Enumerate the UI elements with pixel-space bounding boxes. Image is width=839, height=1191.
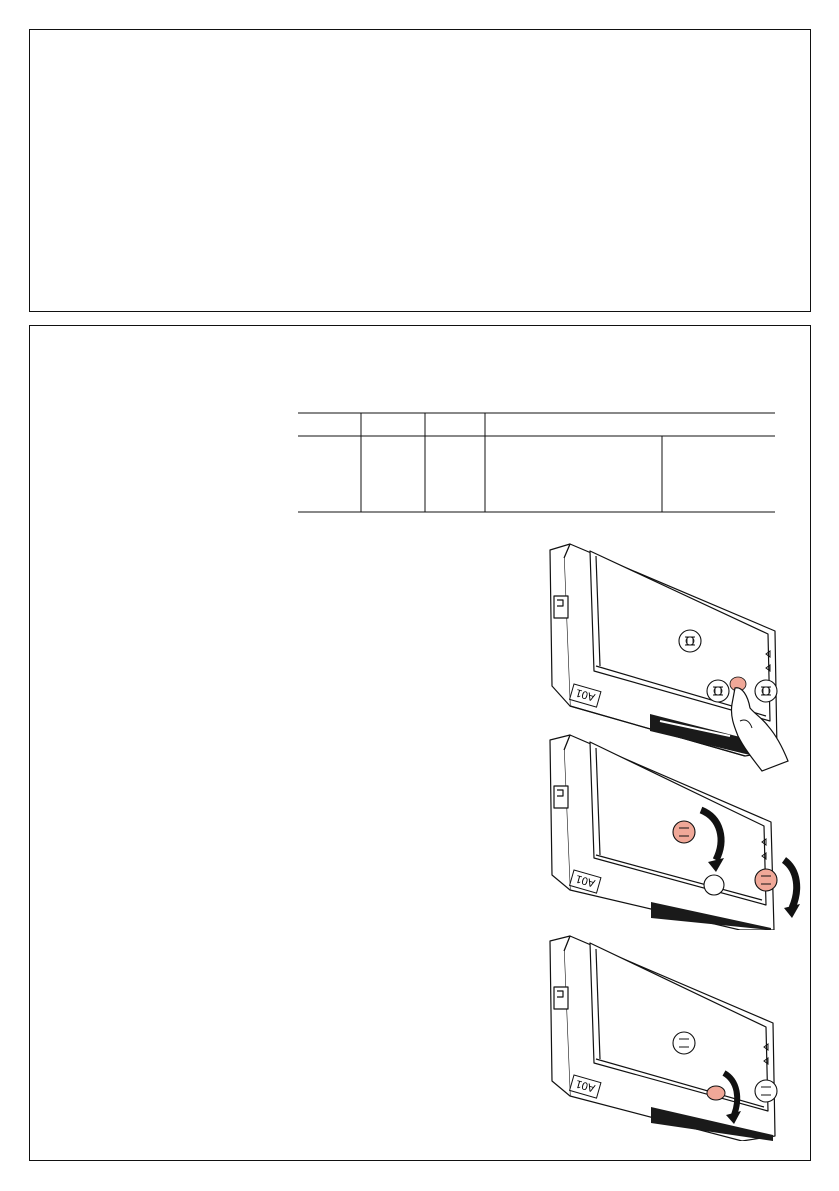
- rotate-arrow-icon: [784, 860, 800, 918]
- box-label: A01: [574, 686, 597, 704]
- bottom-instructions-panel: [29, 325, 811, 1161]
- illustration-step-2: [526, 730, 806, 930]
- box-label: A01: [574, 872, 597, 890]
- top-text-panel: [29, 29, 811, 312]
- illustration-step-3: [526, 931, 786, 1141]
- spec-table: [298, 412, 776, 514]
- box-label: A01: [574, 1077, 597, 1095]
